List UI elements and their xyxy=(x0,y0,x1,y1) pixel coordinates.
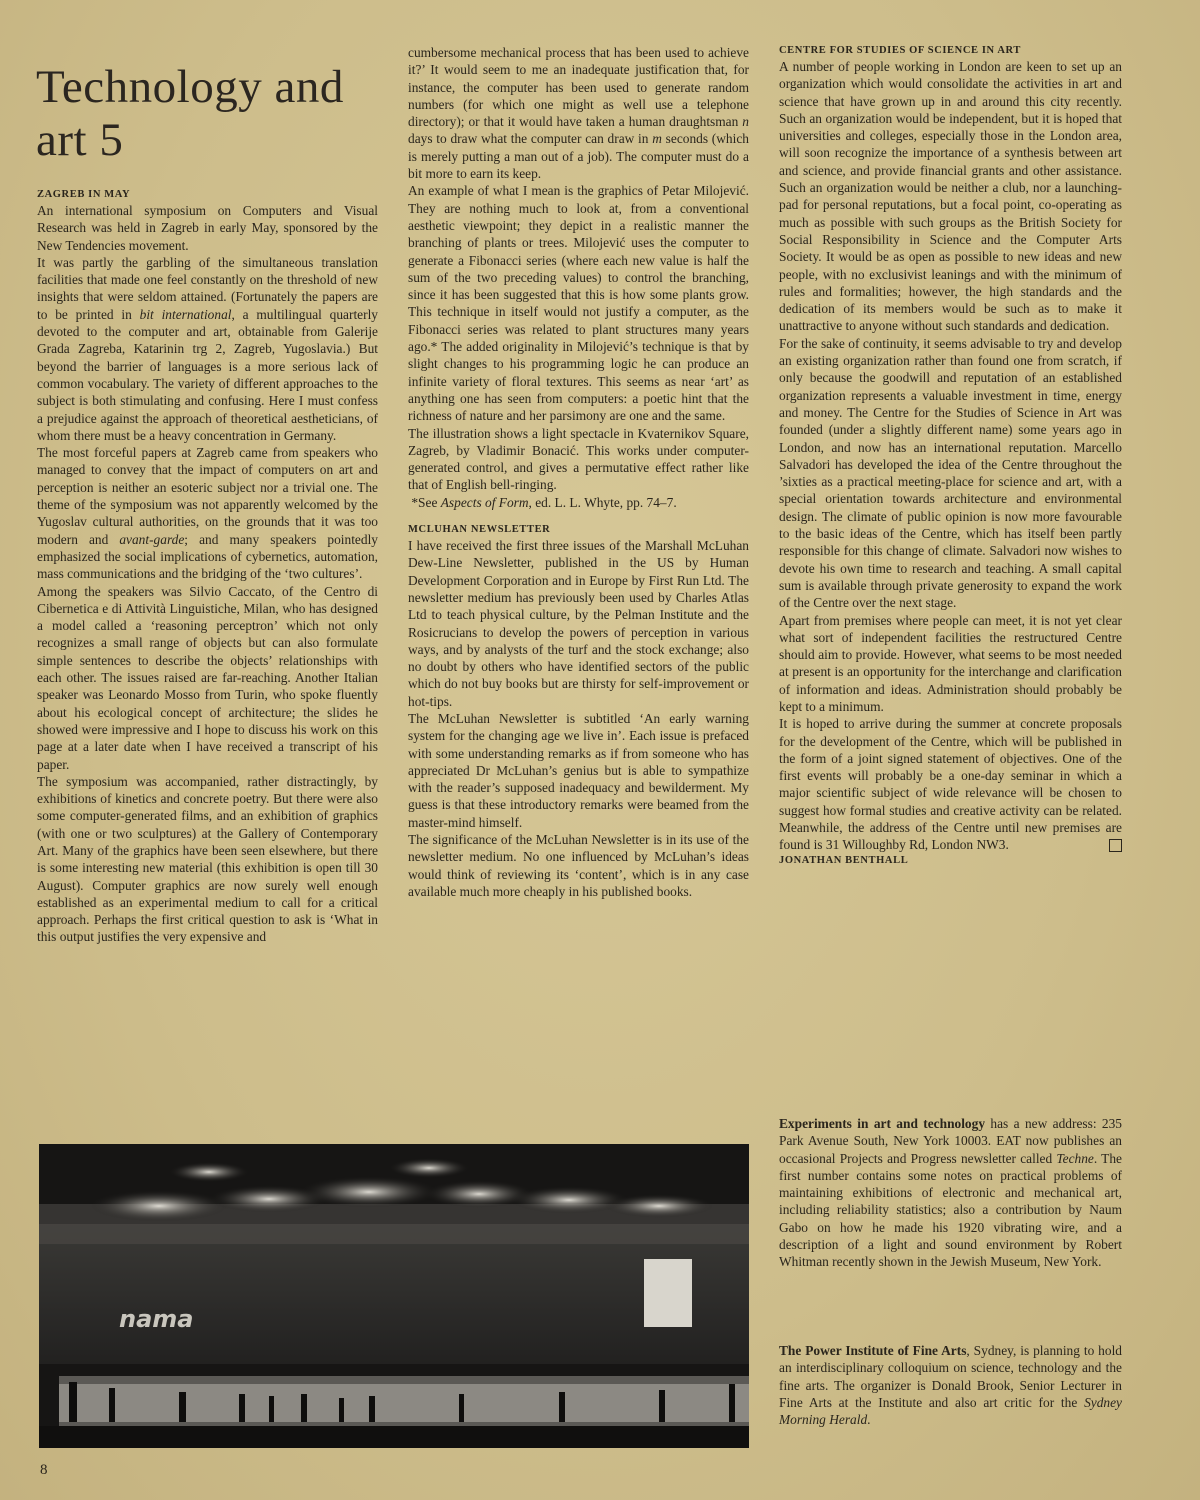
section-heading-mcluhan: MCLUHAN NEWSLETTER xyxy=(408,524,551,536)
paragraph: An international symposium on Computers and Visual Research was held in Zagreb in early May, sponsored by the New Tendencies movement. xyxy=(37,203,378,253)
end-mark-icon xyxy=(1109,839,1122,852)
note-power-institute: The Power Institute of Fine Arts, Sydney, is planning to hold an interdisciplinary colloquium on science, technology and the fine arts. The organizer is Donald Brook, Senior Lecturer in Fine Arts at the Institute and also art critic for the Sydney Morning Herald. xyxy=(779,1343,1122,1428)
section-heading-centre: CENTRE FOR STUDIES OF SCIENCE IN ART xyxy=(779,45,1021,56)
author-byline: JONATHAN BENTHALL xyxy=(779,854,909,866)
paragraph: The significance of the McLuhan Newsletter is in its use of the newsletter medium. No one influenced by McLuhan’s ideas would think of reviewing its ‘content’, which is in any case available much more cheaply in his published books. xyxy=(408,832,749,899)
photo-sign-text: nama xyxy=(119,1305,194,1333)
section-heading-zagreb: ZAGREB IN MAY xyxy=(37,189,131,200)
paragraph: Among the speakers was Silvio Caccato, of the Centro di Cibernetica e di Attività Linguistiche, Milan, who has designed a model called a ‘reasoning perceptron’ which not only recognizes a small range of objects but can also formulate simple sentences to describe the objects’ relationships with each other. The issues raised are far-reaching. Another Italian speaker was Leonardo Mosso from Turin, who spoke fluently about his ecological concept of architecture; the slides he showed were impressive and I hope to discuss his work on this page at a later date when I have received a transcript of his paper. xyxy=(37,583,378,772)
paragraph: I have received the first three issues of the Marshall McLuhan Dew-Line Newsletter, published in the US by Human Development Corporation and in Europe by First Run Ltd. The newsletter medium has previously been used by Charles Atlas Ltd to teach physical culture, by the Pelman Institute and the Rosicrucians to develop the powers of perception in various ways, and by analysts of the turf and the stock exchange; also no doubt by others who have identified sectors of the public which do not buy books but are thirsty for self-improvement or hot-tips. xyxy=(408,538,749,709)
column-3 xyxy=(779,44,1122,868)
paragraph: cumbersome mechanical process that has been used to achieve it?’ It would seem to me an inadequate justification that, for instance, the computer has been used to generate random numbers (for which one might as well use a telephone directory); or that it would have taken a human draughtsman n days to draw what the computer can draw in m seconds (which is merely putting a man out of a job). The computer must do a bit more to earn its keep. xyxy=(408,45,749,182)
paragraph: Apart from premises where people can meet, it is not yet clear what sort of independent facilities the restructured Centre should aim to provide. However, what seems to be most needed at present is an opportunity for the interchange and clarification of information and ideas. Administration should probably be kept to a minimum. xyxy=(779,612,1122,714)
paragraph: An example of what I mean is the graphics of Petar Milojević. They are nothing much to look at, from a conventional aesthetic viewpoint; they depict in a realistic manner the branching of plants or trees. Milojević uses the computer to generate a Fibonacci series (where each new value is half the sum of the two preceding values) to control the branching, since it has been suggested that this is how some plants grow. This technique in itself would not justify a computer, as the Fibonacci series was related to plant structures many years ago.* The added originality in Milojević’s technique is that by slight changes to his programming logic he can produce an infinite variety of floral textures. This seems as near ‘art’ as anything one has seen from computers: a poetic hint that the richness of nature and her parsimony are one and the same. xyxy=(408,183,749,424)
paragraph: For the sake of continuity, it seems advisable to try and develop an existing organization rather than found one from scratch, if only because the goodwill and reputation of an established organization represents a valuable investment in time, energy and money. The Centre for the Studies of Science in Art was founded (under a slightly different name) some years ago in London, and now has an international reputation. Marcello Salvadori has developed the idea of the Centre throughout the ’sixties as a practical meeting-place for science and art, with a special orientation towards architecture and environmental design. The climate of public opinion is now more favourable to the basic ideas of the Centre, which has itself been partly responsible for this change of climate. Salvadori now wishes to devote his own time to research and teaching. A small capital sum is available through private generosity to expand the work of the Centre over the next stage. xyxy=(779,335,1122,611)
article-title: Technology and art 5 xyxy=(36,61,344,167)
column-1 xyxy=(37,188,378,946)
paragraph: It is hoped to arrive during the summer at concrete proposals for the development of the Centre, which will be published in the form of a joint signed statement of objectives. One of the first events will probably be a one-day seminar in which a major scientific subject of wide relevance will be chosen to suggest how formal studies and creative activity can be related. Meanwhile, the address of the Centre until new premises are found is 31 Willoughby Rd, London NW3. xyxy=(779,716,1122,853)
note-lead: Experiments in art and technology xyxy=(779,1116,986,1131)
photo-illustration xyxy=(39,1144,749,1448)
paragraph: A number of people working in London are keen to set up an organization which would consolidate the activities in art and science that have grown up in and around this city recently. Such an organization would be independent, but it is hoped that universities and colleges, especially those in the London area, will soon recognize the importance of a synthesis between art and science, and provide financial grants and other assistance. Such an organization would be neither a club, nor a launching-pad for personal reputations, but a focal point, co-operating as much as possible with such groups as the British Society for Social Responsibility in Science and the Computer Arts Society. It would be as open as possible to new ideas and new people, with no exclusivist leanings and with the minimum of rules and formalities; however, the high standards and the dedication of its members would be such as to make it unattractive to anyone without such standards and dedication. xyxy=(779,59,1122,334)
paragraph: The symposium was accompanied, rather distractingly, by exhibitions of kinetics and concrete poetry. But there were also some computer-generated films, and an exhibition of graphics (with one or two sculptures) at the Gallery of Contemporary Art. Many of the graphics have been seen elsewhere, but there is some interesting new material (this exhibition is open till 30 August). Computer graphics are now surely well enough established as an experimental medium to call for a critical approach. Perhaps the first critical question to ask is ‘What in this output justifies the very expensive and xyxy=(37,773,378,945)
note-eat: Experiments in art and technology has a new address: 235 Park Avenue South, New York 10003. EAT now publishes an occasional Projects and Progress newsletter called Techne. The first number contains some notes on practical problems of maintaining exhibitions of electronic and mechanical art, including reliability statistics; also a contribution by Naum Gabo on how he made his 1920 vibrating wire, and a description of a light and sound environment by Robert Whitman recently shown in the Jewish Museum, New York. xyxy=(779,1116,1123,1270)
column-2 xyxy=(408,44,749,900)
footnote: *See Aspects of Form, ed. L. L. Whyte, pp. 74–7. xyxy=(411,494,677,510)
photo-light-spectacle xyxy=(39,1144,749,1448)
page-number: 8 xyxy=(40,1462,48,1478)
paragraph: The most forceful papers at Zagreb came from speakers who managed to convey that the impact of computers on art and perception is neither an esoteric subject nor a trivial one. The theme of the symposium was not apparently welcomed by the Yugoslav cultural authorities, on the grounds that it was too modern and avant-garde; and many speakers pointedly emphasized the social implications of cybernetics, automation, mass communications and the bridging of the ‘two cultures’. xyxy=(37,445,378,582)
paragraph: It was partly the garbling of the simultaneous translation facilities that made one feel constantly on the threshold of new insights that were seldom attained. (Fortunately the papers are to be printed in bit international, a multilingual quarterly devoted to the computer and art, obtainable from Galerije Grada Zagreba, Katarinin trg 2, Zagreb, Yugoslavia.) But beyond the barrier of languages is a more serious lack of common vocabulary. The variety of different approaches to the subject is both stimulating and confusing. Here I must confess a prejudice against the approach of theoretical aestheticians, of whom there must be a heavy concentration in Germany. xyxy=(37,254,378,443)
paragraph: The illustration shows a light spectacle in Kvaternikov Square, Zagreb, by Vladimir Bonacić. This works under computer-generated control, and gives a permutative effect rather like that of English bell-ringing. xyxy=(408,425,749,493)
note-lead: The Power Institute of Fine Arts xyxy=(779,1343,967,1358)
paragraph: The McLuhan Newsletter is subtitled ‘An early warning system for the changing age we live in’. Each issue is prefaced with some understanding remarks as if from someone who has appreciated Dr McLuhan’s genius but is able to sympathize with the reader’s supposed inadequacy and bewilderment. My guess is that these introductory remarks were beamed from the master-mind himself. xyxy=(408,710,749,830)
